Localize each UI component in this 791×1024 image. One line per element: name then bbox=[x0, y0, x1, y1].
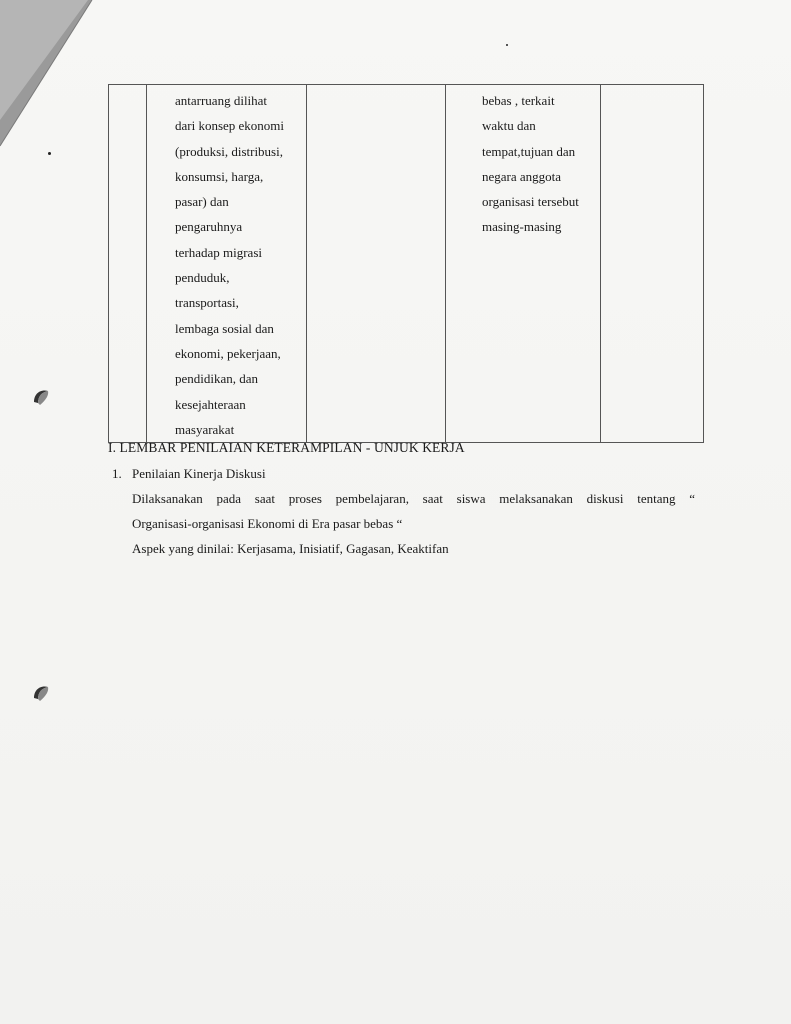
punch-hole-icon bbox=[30, 682, 52, 704]
cell-text-line: kesejahteraan bbox=[175, 396, 246, 412]
section-heading: I. LEMBAR PENILAIAN KETERAMPILAN - UNJUK KERJA bbox=[108, 440, 465, 455]
cell-text-line: bebas , terkait bbox=[482, 93, 555, 108]
table-cell-material bbox=[147, 85, 307, 443]
cell-text-line: organisasi tersebut bbox=[482, 194, 579, 210]
table-cell-number bbox=[109, 85, 147, 443]
table-cell-empty bbox=[307, 85, 446, 443]
cell-text-line: (produksi, distribusi, bbox=[175, 143, 283, 159]
paragraph-line: Aspek yang dinilai: Kerjasama, Inisiatif, Gagasan, Keaktifan bbox=[132, 541, 449, 556]
cell-text-block bbox=[147, 85, 306, 442]
cell-text-line: penduduk, bbox=[175, 270, 230, 286]
cell-text-line: konsumsi, harga, bbox=[175, 168, 264, 184]
list-item-number: 1. bbox=[112, 466, 122, 481]
table-row bbox=[109, 85, 704, 443]
cell-text-line: masyarakat bbox=[175, 421, 235, 437]
paragraph-line: Dilaksanakan pada saat proses pembelajaran, saat siswa melaksanakan diskusi tentang “ bbox=[132, 491, 695, 506]
cell-text-line: pengaruhnya bbox=[175, 219, 243, 235]
cell-text-block bbox=[446, 85, 600, 240]
cell-text-line: negara anggota bbox=[482, 168, 562, 184]
paragraph-line: Organisasi-organisasi Ekonomi di Era pasar bebas “ bbox=[132, 516, 403, 531]
folded-corner-icon bbox=[0, 0, 100, 150]
cell-text-line: antarruang dilihat bbox=[175, 93, 268, 108]
cell-text-line: lembaga sosial dan bbox=[175, 320, 274, 336]
cell-text-line: transportasi, bbox=[175, 295, 239, 311]
cell-text-line: ekonomi, pekerjaan, bbox=[175, 345, 281, 361]
cell-text-line: pasar) dan bbox=[175, 194, 229, 210]
punch-hole-icon bbox=[30, 386, 52, 408]
cell-text-line: waktu dan bbox=[482, 118, 536, 134]
cell-text-line: dari konsep ekonomi bbox=[175, 118, 285, 134]
list-item-title bbox=[112, 466, 266, 482]
scan-speck bbox=[48, 152, 51, 155]
assessment-table bbox=[108, 84, 704, 443]
table-cell-empty bbox=[601, 85, 704, 443]
cell-text-line: terhadap migrasi bbox=[175, 244, 262, 260]
list-item-label: Penilaian Kinerja Diskusi bbox=[132, 466, 266, 481]
scan-speck bbox=[506, 44, 508, 46]
cell-text-line: tempat,tujuan dan bbox=[482, 143, 576, 159]
cell-text-line: masing-masing bbox=[482, 219, 562, 235]
cell-text-line: pendidikan, dan bbox=[175, 371, 259, 387]
table-cell-description bbox=[446, 85, 601, 443]
